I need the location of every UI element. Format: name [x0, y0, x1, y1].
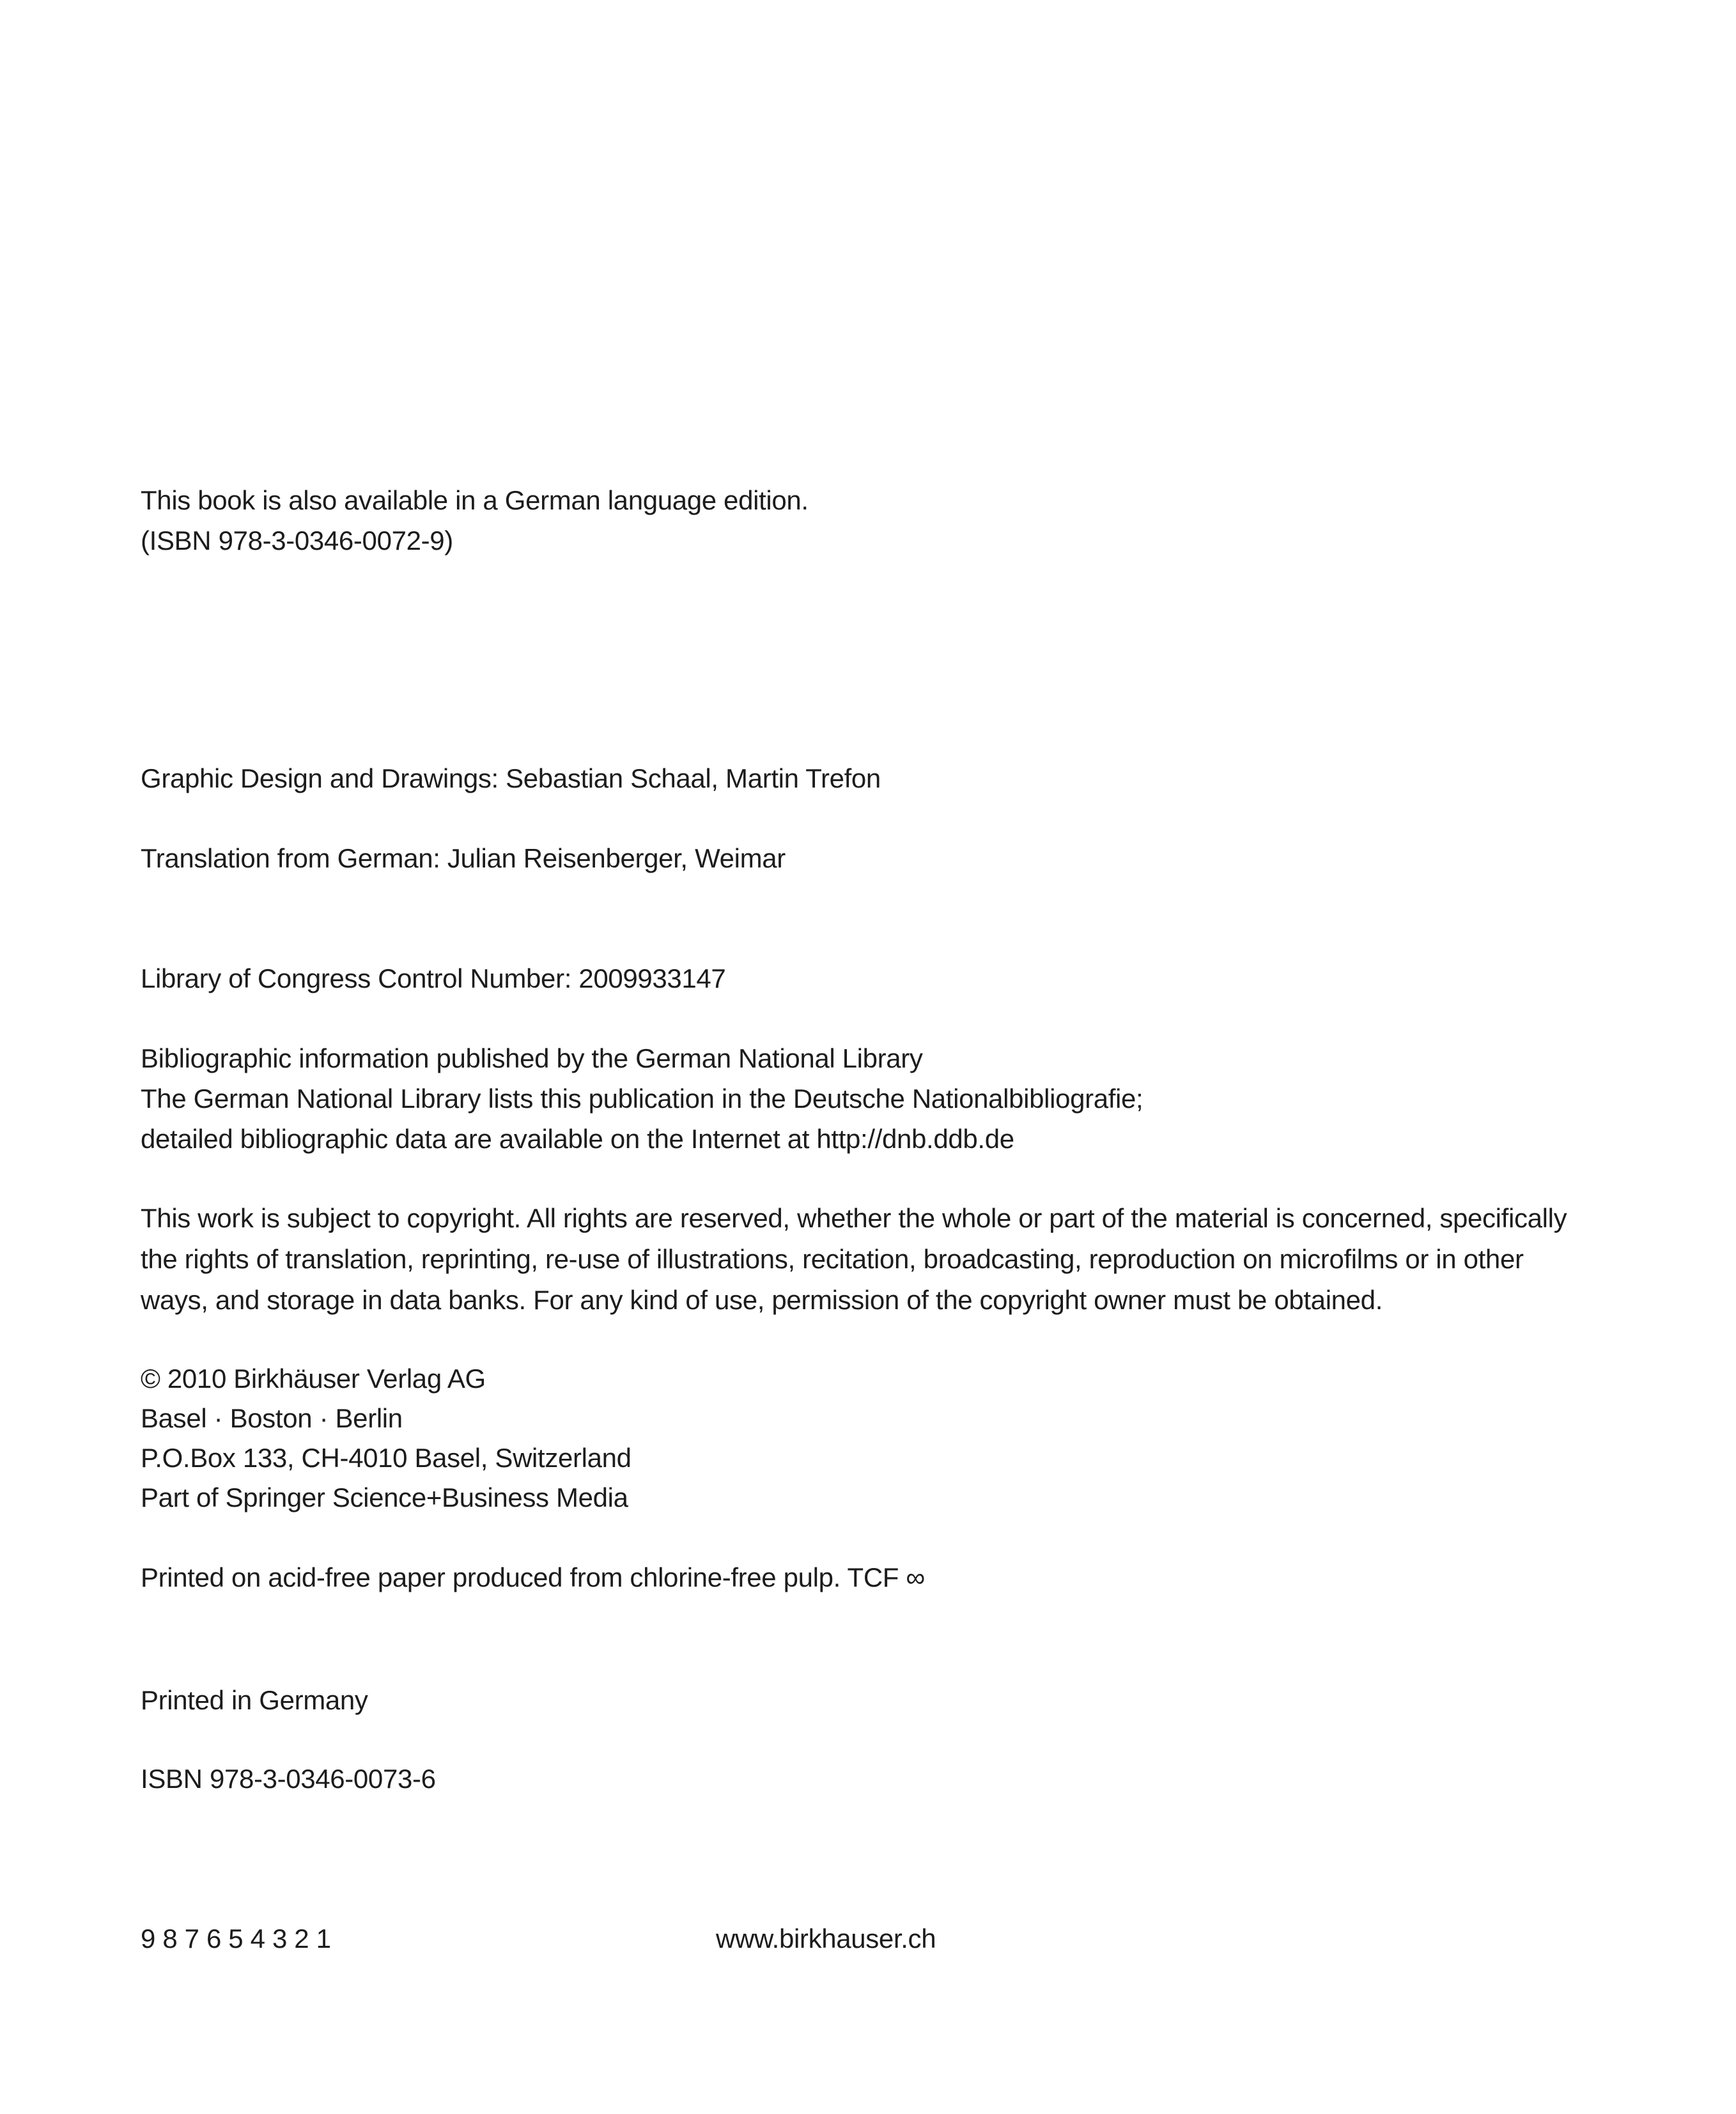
copyright-notice-line3: ways, and storage in data banks. For any kind of use, permission of the copyright owner must be obtained.: [141, 1285, 1383, 1315]
publisher-website-text: www.birkhauser.ch: [716, 1924, 936, 1954]
bibliographic-note: [141, 1038, 1143, 1159]
publisher-copyright-line: © 2010 Birkhäuser Verlag AG: [141, 1364, 486, 1394]
isbn-text: ISBN 978-3-0346-0073-6: [141, 1764, 436, 1794]
isbn-line: [141, 1759, 436, 1799]
bibliographic-note-line3: detailed bibliographic data are available on the Internet at http://dnb.ddb.de: [141, 1124, 1014, 1154]
graphic-design-credit: [141, 758, 881, 798]
publisher-cities: Basel · Boston · Berlin: [141, 1403, 403, 1433]
bibliographic-note-line2: The German National Library lists this publication in the Deutsche Nationalbibliografie;: [141, 1084, 1143, 1114]
publisher-parent-company: Part of Springer Science+Business Media: [141, 1482, 628, 1512]
printed-in-line: [141, 1680, 368, 1720]
publisher-block: [141, 1359, 632, 1518]
bibliographic-note-line1: Bibliographic information published by the German National Library: [141, 1043, 923, 1073]
paper-note-text: Printed on acid-free paper produced from chlorine-free pulp. TCF ∞: [141, 1562, 926, 1592]
print-run-text: 9 8 7 6 5 4 3 2 1: [141, 1924, 331, 1954]
translation-credit-text: Translation from German: Julian Reisenberger, Weimar: [141, 843, 786, 873]
translation-credit: [141, 838, 786, 878]
graphic-design-credit-text: Graphic Design and Drawings: Sebastian Schaal, Martin Trefon: [141, 763, 881, 793]
publisher-address: P.O.Box 133, CH-4010 Basel, Switzerland: [141, 1443, 632, 1473]
paper-note: [141, 1557, 925, 1597]
copyright-notice: [141, 1198, 1567, 1321]
copyright-notice-line2: the rights of translation, reprinting, re-use of illustrations, recitation, broadcasting, reproduction on microfilms or in other: [141, 1244, 1524, 1274]
print-run-numbers: [141, 1918, 331, 1959]
lccn-text: Library of Congress Control Number: 2009933147: [141, 963, 726, 993]
german-edition-isbn: (ISBN 978-3-0346-0072-9): [141, 525, 453, 556]
german-edition-text: This book is also available in a German language edition.: [141, 485, 809, 515]
lccn-line: [141, 958, 725, 999]
copyright-notice-line1: This work is subject to copyright. All rights are reserved, whether the whole or part of the material is concerned, specifically: [141, 1203, 1567, 1233]
publisher-website: [716, 1918, 936, 1959]
german-edition-note: [141, 480, 809, 561]
printed-in-text: Printed in Germany: [141, 1685, 368, 1715]
